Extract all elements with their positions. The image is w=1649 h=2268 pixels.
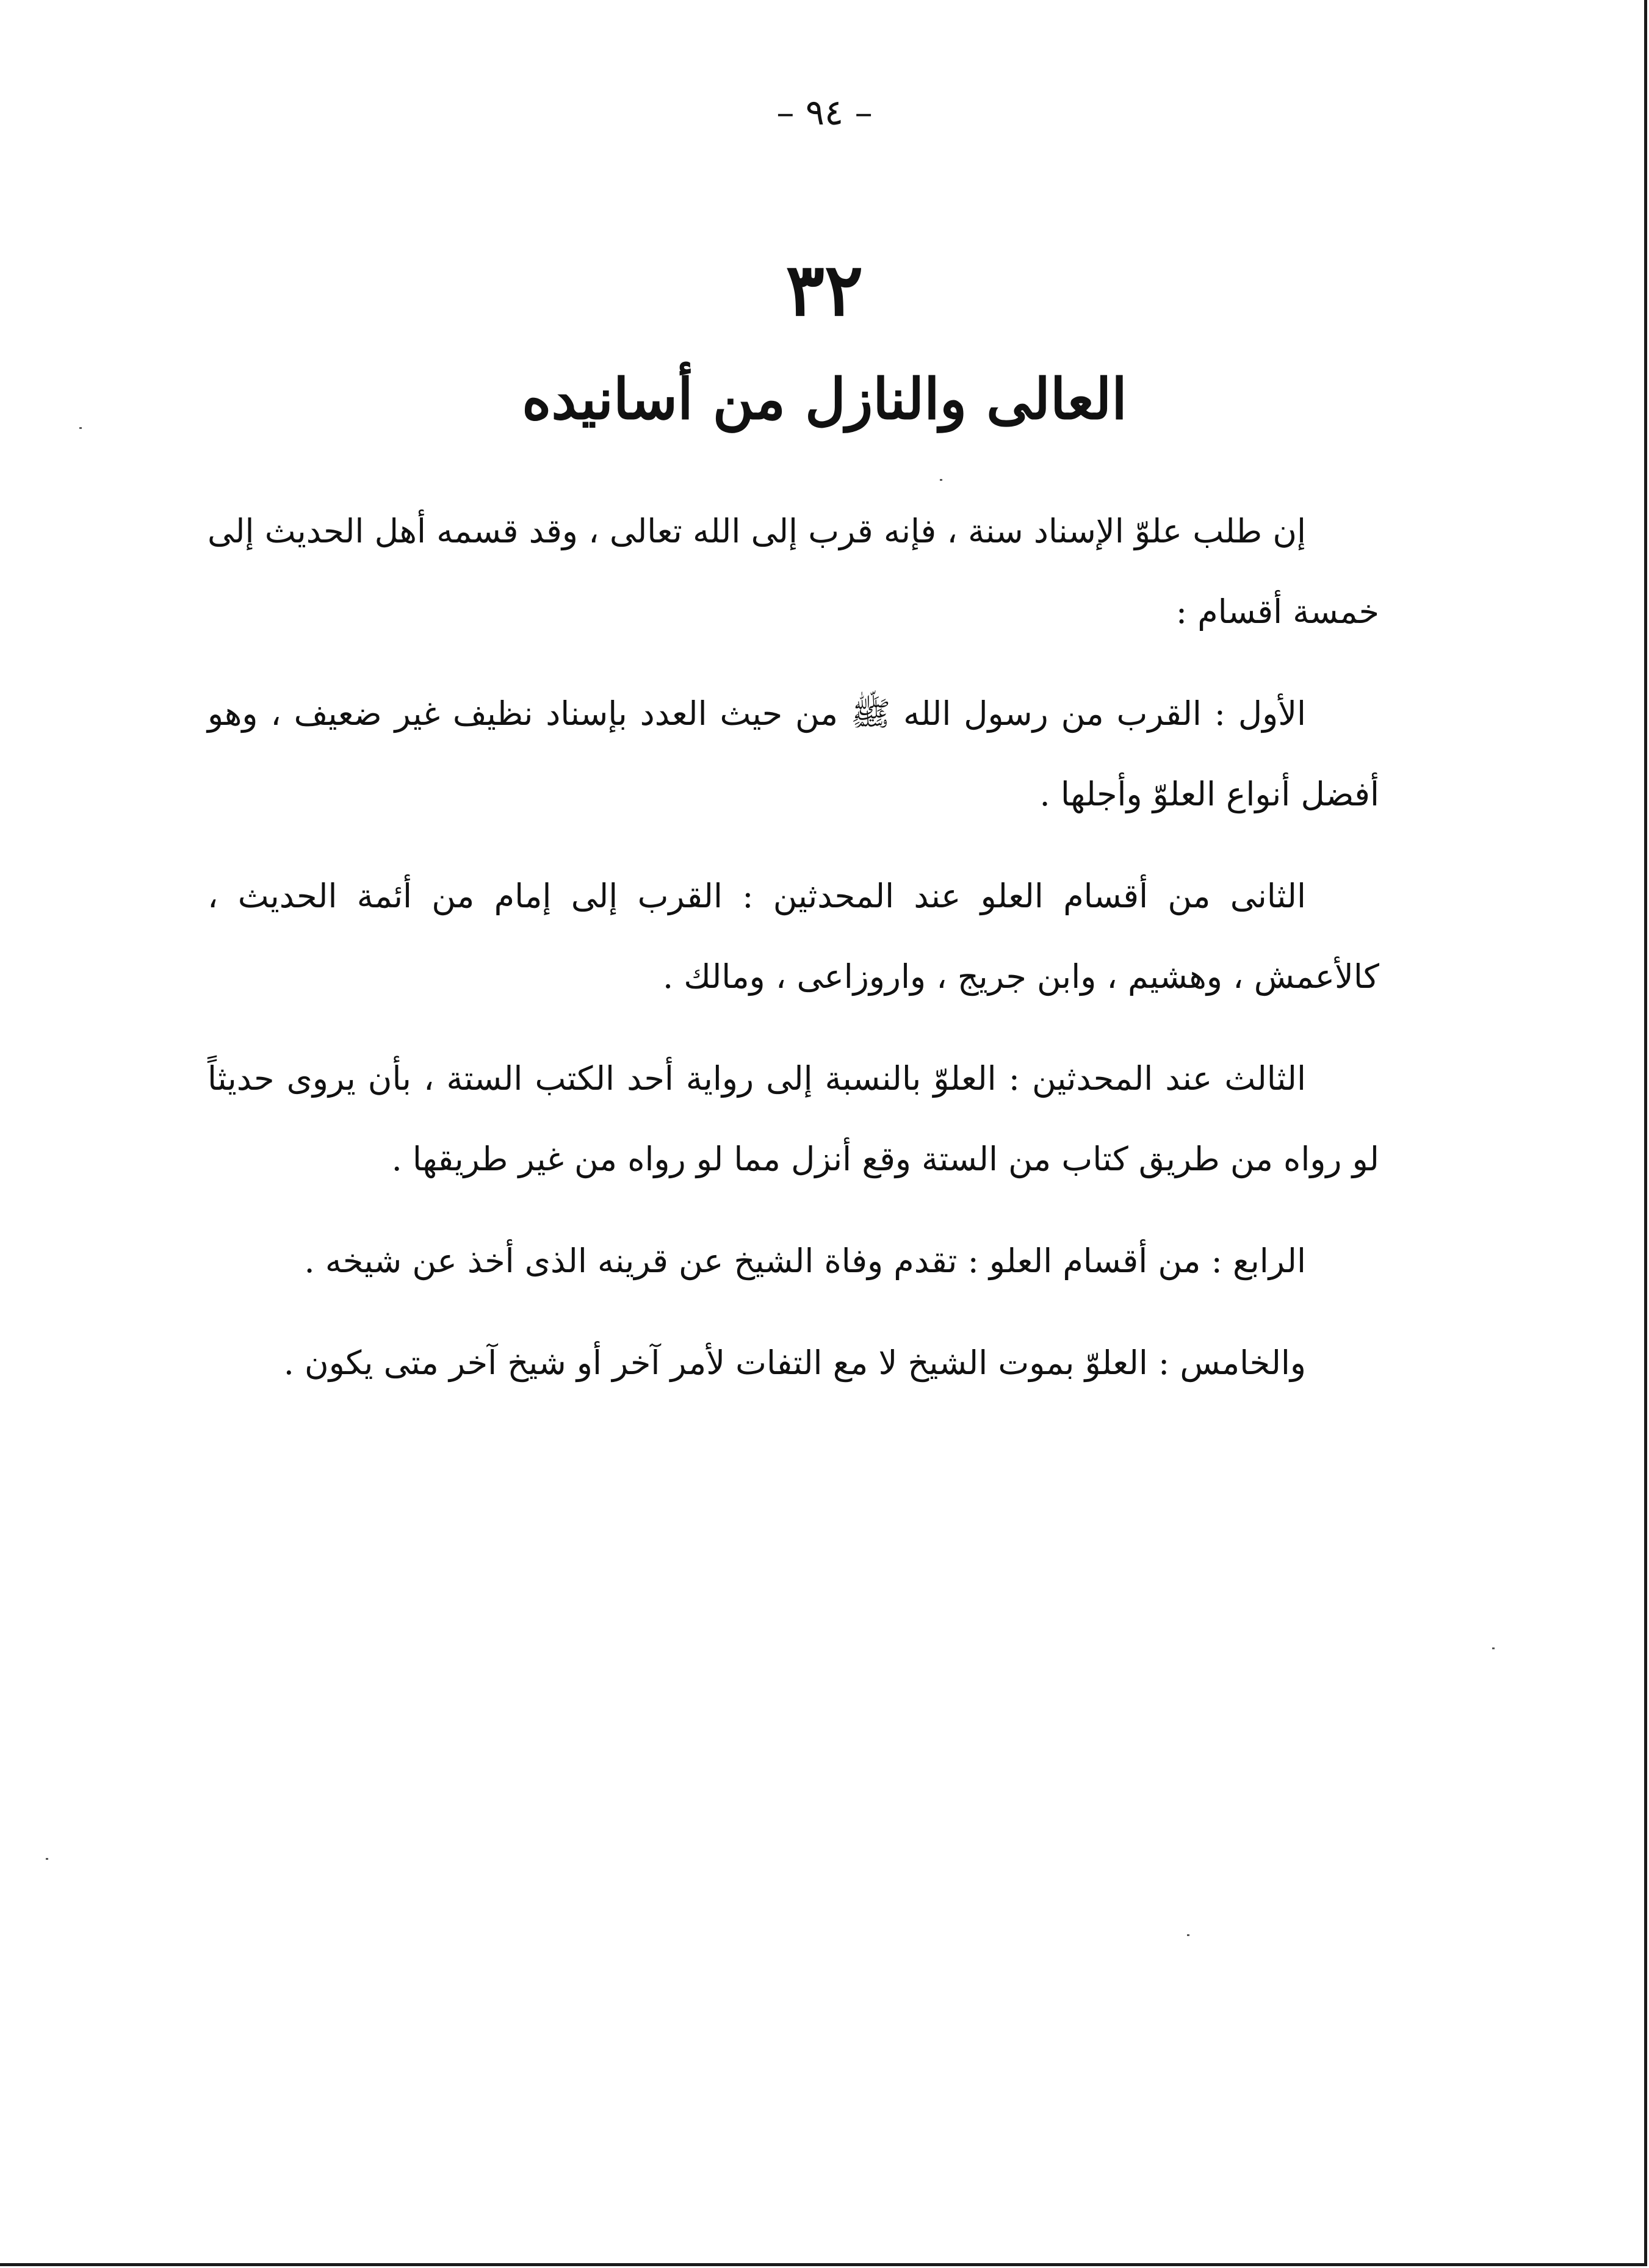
body-text (207, 491, 1379, 1425)
paragraph-first-type: الأول : القرب من رسول الله ﷺ من حيث العدد بإسناد نظيف غير ضعيف ، وهو أفضل أنواع العلوّ وأجلها . (207, 694, 1379, 813)
paragraph-fifth-type: والخامس : العلوّ بموت الشيخ لا مع التفات لأمر آخر أو شيخ آخر متى يكون . (283, 1344, 1306, 1382)
paragraph-third-type: الثالث عند المحدثين : العلوّ بالنسبة إلى رواية أحد الكتب الستة ، بأن يروى حديثاً لو رواه من طريق كتاب من الستة وقع أنزل مما لو رواه من غير طريقها . (207, 1059, 1379, 1178)
scan-speck (46, 1858, 48, 1860)
paragraph-second-type: الثانى من أقسام العلو عند المحدثين : القرب إلى إمام من أئمة الحديث ، كالأعمش ، وهشيم ، وابن جريج ، واروزاعى ، ومالك . (207, 877, 1379, 996)
scan-speck (1187, 1934, 1189, 1936)
chapter-title: العالى والنازل من أسانيده (522, 366, 1127, 432)
scan-speck (1492, 1647, 1495, 1649)
scan-speck (79, 427, 82, 429)
paragraph-intro: إن طلب علوّ الإسناد سنة ، فإنه قرب إلى الله تعالى ، وقد قسمه أهل الحديث إلى خمسة أقسام : (207, 512, 1379, 631)
paragraph-fourth-type: الرابع : من أقسام العلو : تقدم وفاة الشيخ عن قرينه الذى أخذ عن شيخه . (304, 1242, 1306, 1280)
chapter-number: ٣٢ (785, 247, 864, 332)
scan-speck (940, 479, 942, 481)
page-number: – ٩٤ – (776, 92, 873, 133)
